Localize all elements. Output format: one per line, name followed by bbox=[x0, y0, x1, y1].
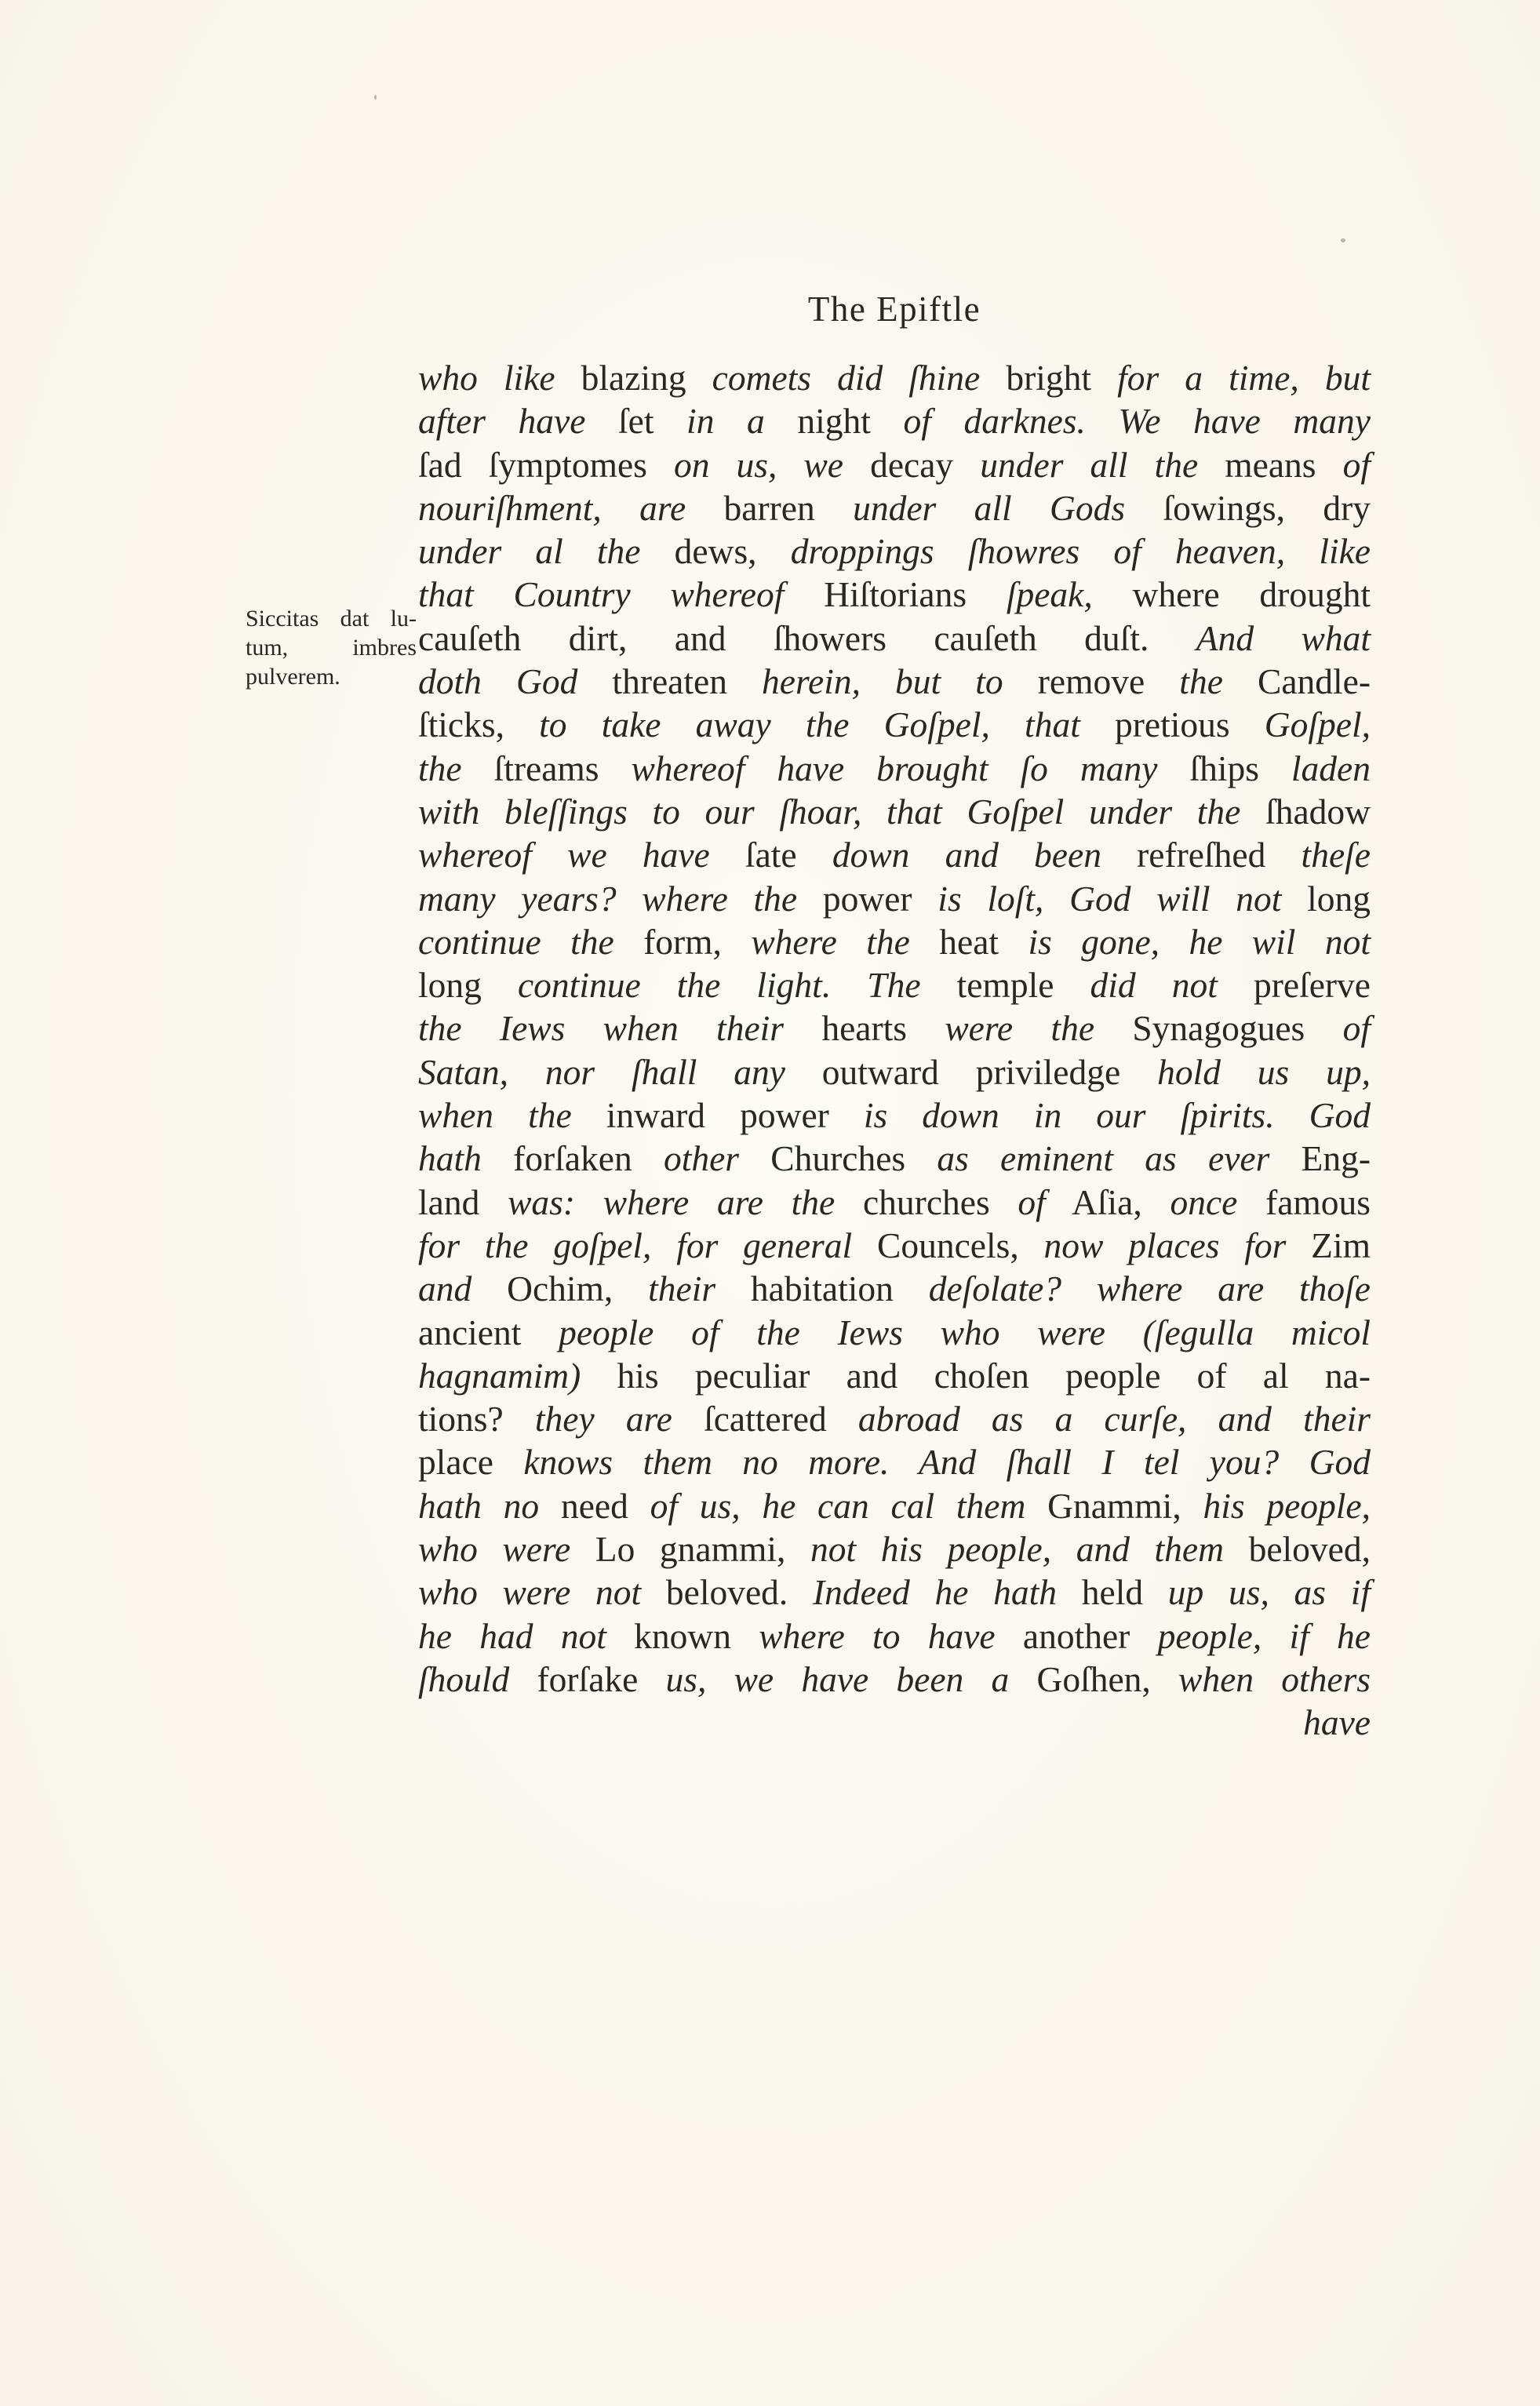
text-line: for the goſpel, for general Councels, now places for Zim bbox=[418, 1225, 1371, 1265]
text-line: cauſeth dirt, and ſhowers cauſeth duſt. And what bbox=[418, 617, 1371, 658]
text-line: ancient people of the Iews who were (ſegulla micol bbox=[418, 1312, 1371, 1352]
paper-speck bbox=[374, 95, 377, 100]
text-line: who were Lo gnammi, not his people, and them beloved, bbox=[418, 1529, 1371, 1570]
text-line: and Ochim, their habitation deſolate? where are thoſe bbox=[418, 1269, 1371, 1309]
text-line: hagnamim) his peculiar and choſen people of al na- bbox=[418, 1355, 1371, 1396]
text-line: doth God threaten herein, but to remove the Candle- bbox=[418, 661, 1371, 702]
text-line: that Country whereof Hiſtorians ſpeak, where drought bbox=[418, 574, 1371, 615]
text-line: long continue the light. The temple did not preſerve bbox=[418, 965, 1371, 1006]
text-line: after have ſet in a night of darknes. We have many bbox=[418, 401, 1371, 442]
marginal-note-line: Siccitas dat lu- bbox=[246, 606, 417, 632]
text-line: continue the form, where the heat is gone, he wil not bbox=[418, 921, 1371, 962]
text-line: hath forſaken other Churches as eminent as ever Eng- bbox=[418, 1138, 1371, 1179]
text-line: hath no need of us, he can cal them Gnammi, his people, bbox=[418, 1485, 1371, 1526]
text-line: nouriſhment, are barren under all Gods ſowings, dry bbox=[418, 487, 1371, 528]
text-line: he had not known where to have another people, if he bbox=[418, 1615, 1371, 1656]
text-line: tions? they are ſcattered abroad as a curſe, and their bbox=[418, 1399, 1371, 1440]
text-line: the ſtreams whereof have brought ſo many ſhips laden bbox=[418, 748, 1371, 788]
text-line: who were not beloved. Indeed he hath held up us, as if bbox=[418, 1572, 1371, 1613]
paper-speck bbox=[1341, 238, 1345, 242]
text-line: Satan, nor ſhall any outward priviledge hold us up, bbox=[418, 1051, 1371, 1092]
text-line: who like blazing comets did ſhine bright for a time, but bbox=[418, 358, 1371, 398]
text-line: with bleſſings to our ſhoar, that Goſpel under the ſhadow bbox=[418, 791, 1371, 832]
marginal-note bbox=[246, 604, 417, 691]
body-text bbox=[418, 356, 1371, 1745]
text-line: many years? where the power is loſt, God will not long bbox=[418, 878, 1371, 919]
running-head: The Epiftle bbox=[807, 289, 981, 329]
text-line: whereof we have ſate down and been refreſhed theſe bbox=[418, 835, 1371, 875]
text-line: the Iews when their hearts were the Synagogues of bbox=[418, 1008, 1371, 1049]
marginal-note-line: tum, imbres bbox=[246, 635, 417, 661]
text-line: place knows them no more. And ſhall I tel you? God bbox=[418, 1442, 1371, 1483]
marginal-note-line: pulverem. bbox=[246, 664, 340, 690]
text-line: land was: where are the churches of Aſia, once famous bbox=[418, 1181, 1371, 1222]
text-line: ſhould forſake us, we have been a Goſhen, when others bbox=[418, 1658, 1371, 1699]
text-line: have bbox=[1303, 1702, 1371, 1743]
text-line: ſticks, to take away the Goſpel, that pretious Goſpel, bbox=[418, 704, 1371, 745]
text-line: when the inward power is down in our ſpirits. God bbox=[418, 1095, 1371, 1136]
text-line: ſad ſymptomes on us, we decay under all the means of bbox=[418, 444, 1371, 485]
text-line: under al the dews, droppings ſhowres of heaven, like bbox=[418, 531, 1371, 572]
